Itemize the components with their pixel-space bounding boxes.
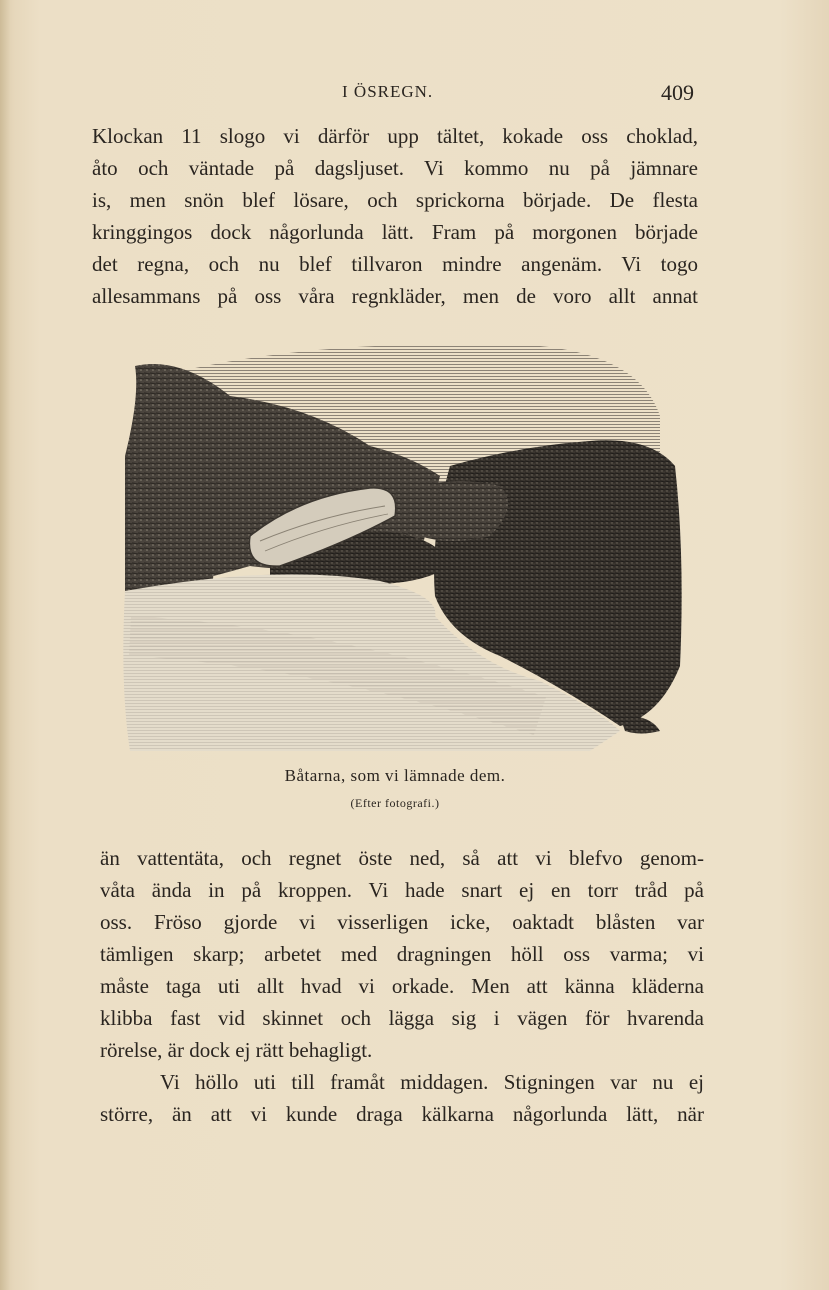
text-line: åto och väntade på dagsljuset. Vi kommo nu på jämnare [92, 156, 698, 180]
text-line: tämligen skarp; arbetet med dragningen höll oss varma; vi [100, 942, 704, 966]
paragraph-bottom [100, 842, 704, 1130]
text-line: is, men snön blef lösare, och sprickorna började. De flesta [92, 188, 698, 212]
running-title: I ÖSREGN. [342, 82, 434, 101]
text-line: Klockan 11 slogo vi därför upp tältet, kokade oss choklad, [92, 124, 698, 148]
text-line: kringgingos dock någorlunda lätt. Fram på morgonen började [92, 220, 698, 244]
paragraph-top [92, 120, 698, 312]
text-line: våta ända in på kroppen. Vi hade snart ej en torr tråd på [100, 878, 704, 902]
text-line: oss. Fröso gjorde vi visserligen icke, oaktadt blåsten var [100, 910, 704, 934]
text-line: Vi höllo uti till framåt middagen. Stigningen var nu ej [160, 1070, 704, 1094]
figure-caption: Båtarna, som vi lämnade dem. [284, 766, 506, 785]
text-line: än vattentäta, och regnet öste ned, så att vi blefvo genom- [100, 846, 704, 870]
text-line: större, än att vi kunde draga kälkarna någorlunda lätt, när [100, 1102, 704, 1126]
text-line: måste taga uti allt hvad vi orkade. Men att känna kläderna [100, 974, 704, 998]
text-line: det regna, och nu blef tillvaron mindre angenäm. Vi togo [92, 252, 698, 276]
text-line: rörelse, är dock ej rätt behagligt. [100, 1038, 373, 1062]
engraving-illustration [120, 336, 685, 756]
book-spine-shadow [0, 0, 10, 1290]
running-head [92, 80, 702, 110]
page-number: 409 [661, 80, 694, 105]
text-line: allesammans på oss våra regnkläder, men de voro allt annat [92, 284, 698, 308]
figure-credit: (Efter fotografi.) [350, 796, 440, 810]
text-line: klibba fast vid skinnet och lägga sig i vägen för hvarenda [100, 1006, 704, 1030]
